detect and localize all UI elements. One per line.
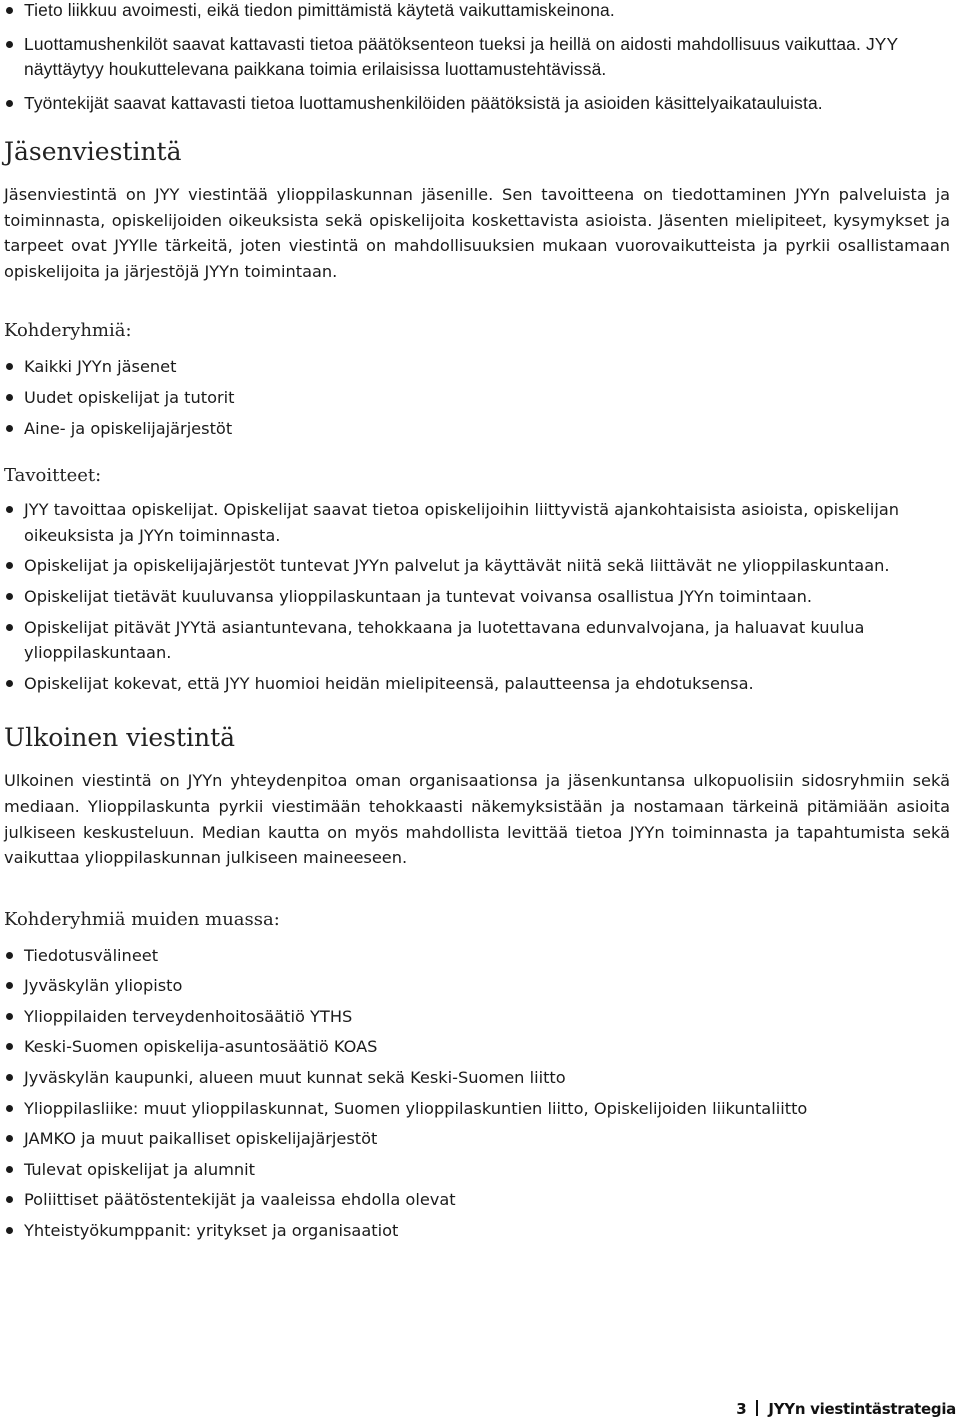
list-item: Jyväskylän yliopisto bbox=[4, 973, 950, 999]
document-title: JYYn viestintästrategia bbox=[768, 1400, 956, 1418]
list-item: Yhteistyökumppanit: yritykset ja organisaatiot bbox=[4, 1218, 950, 1244]
list-item: Keski-Suomen opiskelija-asuntosäätiö KOAS bbox=[4, 1034, 950, 1060]
page-number: 3 bbox=[736, 1400, 747, 1418]
list-item: JAMKO ja muut paikalliset opiskelijajärjestöt bbox=[4, 1126, 950, 1152]
list-item: Tieto liikkuu avoimesti, eikä tiedon pimittämistä käytetä vaikuttamiskeinona. bbox=[4, 0, 950, 23]
jasenviestinta-targets-list bbox=[4, 354, 950, 441]
jasenviestinta-goals-heading: Tavoitteet: bbox=[4, 465, 102, 487]
ulkoinen-targets-list bbox=[4, 943, 950, 1244]
ulkoinen-paragraph: Ulkoinen viestintä on JYYn yhteydenpitoa oman organisaationsa ja jäsenkuntansa ulkopuolisiin sidosryhmiin sekä mediaan. Ylioppilaskunta pyrkii viestimään tehokkaasti näkemyksistään ja nostamaan tärkeinä pitämiään asioita julkiseen keskusteluun. Median kautta on myös mahdollista levittää tietoa JYYn toiminnasta ja tapahtumista sekä vaikuttaa ylioppilaskunnan julkiseen maineeseen. bbox=[4, 771, 950, 868]
section-heading-ulkoinen-viestinta: Ulkoinen viestintä bbox=[4, 723, 236, 753]
footer-divider bbox=[756, 1400, 758, 1416]
list-item: Luottamushenkilöt saavat kattavasti tietoa päätöksenteon tueksi ja heillä on aidosti mahdollisuus vaikuttaa. JYY näyttäytyy houkuttelevana paikkana toimia erilaisissa luottamustehtävissä. bbox=[4, 32, 950, 82]
jasenviestinta-targets-heading: Kohderyhmiä: bbox=[4, 320, 132, 342]
list-item: Poliittiset päätöstentekijät ja vaaleissa ehdolla olevat bbox=[4, 1187, 950, 1213]
list-item: Opiskelijat ja opiskelijajärjestöt tuntevat JYYn palvelut ja käyttävät niitä sekä liittävät ne ylioppilaskuntaan. bbox=[4, 553, 950, 579]
list-item: Aine- ja opiskelijajärjestöt bbox=[4, 416, 950, 442]
list-item: Opiskelijat pitävät JYYtä asiantuntevana, tehokkaana ja luotettavana edunvalvojana, ja haluavat kuulua ylioppilaskuntaan. bbox=[4, 615, 950, 666]
list-item: Tulevat opiskelijat ja alumnit bbox=[4, 1157, 950, 1183]
list-item: Uudet opiskelijat ja tutorit bbox=[4, 385, 950, 411]
document-page bbox=[4, 0, 950, 1244]
page-footer bbox=[736, 1400, 956, 1418]
list-item: Jyväskylän kaupunki, alueen muut kunnat sekä Keski-Suomen liitto bbox=[4, 1065, 950, 1091]
list-item: Ylioppilaiden terveydenhoitosäätiö YTHS bbox=[4, 1004, 950, 1030]
intro-bullet-list bbox=[4, 0, 950, 116]
list-item: Ylioppilasliike: muut ylioppilaskunnat, Suomen ylioppilaskuntien liitto, Opiskelijoiden liikuntaliitto bbox=[4, 1096, 950, 1122]
list-item: Työntekijät saavat kattavasti tietoa luottamushenkilöiden päätöksistä ja asioiden käsittelyaikatauluista. bbox=[4, 91, 950, 116]
jasenviestinta-paragraph: Jäsenviestintä on JYY viestintää ylioppilaskunnan jäsenille. Sen tavoitteena on tiedottaminen JYYn palveluista ja toiminnasta, opiskelijoiden oikeuksista sekä opiskelijoita koskettavista asioista. Jäsenten mielipiteet, kysymykset ja tarpeet ovat JYYlle tärkeitä, joten viestintä on mahdollisuuksien mukaan vuorovaikutteista ja pyrkii osallistamaan opiskelijoita ja järjestöjä JYYn toimintaan. bbox=[4, 185, 950, 281]
list-item: Tiedotusvälineet bbox=[4, 943, 950, 969]
list-item: Opiskelijat kokevat, että JYY huomioi heidän mielipiteensä, palautteensa ja ehdotuksensa. bbox=[4, 671, 950, 697]
list-item: JYY tavoittaa opiskelijat. Opiskelijat saavat tietoa opiskelijoihin liittyvistä ajankohtaisista asioista, opiskelijan oikeuksista ja JYYn toiminnasta. bbox=[4, 497, 950, 548]
list-item: Opiskelijat tietävät kuuluvansa ylioppilaskuntaan ja tuntevat voivansa osallistua JYYn toimintaan. bbox=[4, 584, 950, 610]
list-item: Kaikki JYYn jäsenet bbox=[4, 354, 950, 380]
ulkoinen-targets-heading: Kohderyhmiä muiden muassa: bbox=[4, 908, 280, 930]
jasenviestinta-goals-list bbox=[4, 497, 950, 696]
section-heading-jasenviestinta: Jäsenviestintä bbox=[4, 137, 182, 166]
